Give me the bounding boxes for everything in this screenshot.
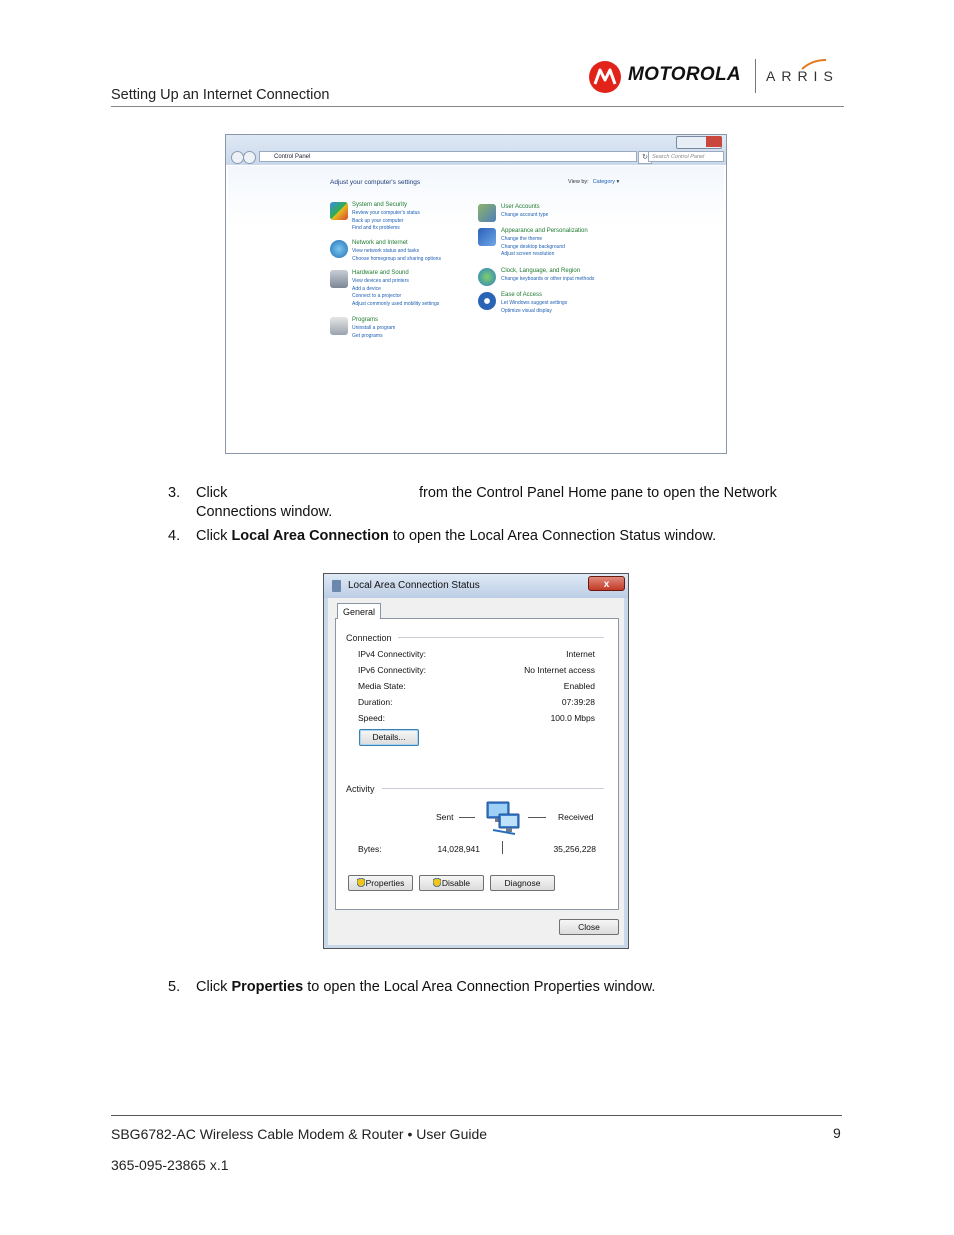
duration-value: 07:39:28 [561, 697, 595, 707]
category-link[interactable]: Change desktop background [501, 243, 565, 250]
control-panel-content [228, 166, 724, 452]
details-button[interactable]: Details... [359, 729, 419, 746]
step-5-lead: Click [196, 979, 232, 995]
bytes-sent-value: 14,028,941 [437, 844, 480, 854]
header-rule [111, 106, 844, 107]
control-panel-heading: Adjust your computer's settings [330, 179, 421, 186]
step-3-text-cont: Connections window. [196, 504, 333, 520]
bytes-separator [502, 841, 503, 854]
diagnose-button[interactable]: Diagnose [490, 875, 555, 891]
view-by-label: View by: [568, 179, 589, 185]
category-link[interactable]: Add a device [352, 285, 381, 292]
network-globe-icon [330, 240, 348, 258]
uac-shield-icon [433, 878, 441, 887]
window-close-icon[interactable] [706, 136, 722, 147]
refresh-icon[interactable]: ↻ [638, 151, 652, 164]
category-link[interactable]: Change account type [501, 212, 549, 218]
category-link[interactable]: View network status and tasks [352, 248, 420, 254]
close-button[interactable]: Close [559, 919, 619, 935]
ipv6-value: No Internet access [524, 665, 595, 675]
category-link[interactable]: Optimize visual display [501, 307, 552, 314]
category-link[interactable]: Adjust screen resolution [501, 251, 555, 257]
motorola-logo-icon [589, 61, 621, 93]
programs-box-icon [330, 317, 348, 335]
disable-label: Disable [441, 878, 471, 888]
category-title[interactable]: Appearance and Personalization [501, 228, 588, 234]
dialog-titlebar[interactable] [324, 574, 628, 598]
step-4-bold: Local Area Connection [231, 528, 389, 544]
ipv4-value: Internet [566, 649, 595, 659]
forward-icon[interactable] [243, 151, 256, 164]
connection-label: Connection [346, 633, 396, 643]
sent-label: Sent [436, 812, 454, 822]
motorola-wordmark: MOTOROLA [628, 64, 741, 85]
category-link[interactable]: Change the theme [501, 236, 543, 242]
step-5-number: 5. [168, 979, 181, 995]
category-link[interactable]: Review your computer's status [352, 210, 420, 216]
step-4-text [196, 527, 716, 546]
category-link[interactable]: Find and fix problems [352, 225, 400, 231]
step-5-bold: Properties [231, 979, 304, 995]
dialog-title: Local Area Connection Status [348, 580, 480, 591]
category-link[interactable]: Change keyboards or other input methods [501, 276, 595, 282]
category-title[interactable]: User Accounts [501, 204, 540, 210]
ipv4-label: IPv4 Connectivity: [358, 649, 427, 659]
category-link[interactable]: Get programs [352, 332, 383, 339]
bytes-received-value: 35,256,228 [553, 844, 596, 854]
category-title[interactable]: System and Security [352, 202, 408, 208]
activity-label: Activity [346, 784, 379, 794]
clock-globe-icon [478, 268, 496, 286]
step-4-number: 4. [168, 528, 181, 544]
monitor-brush-icon [478, 228, 496, 246]
view-by[interactable]: View by: Category ▾ [568, 179, 620, 185]
tab-general[interactable]: General [337, 603, 381, 619]
connection-divider [398, 637, 604, 638]
media-state-value: Enabled [563, 681, 595, 691]
network-computers-icon [485, 800, 527, 836]
section-title: Setting Up an Internet Connection [111, 87, 330, 103]
speed-label: Speed: [358, 713, 385, 723]
step-3-text: from the Control Panel Home pane to open the Network [419, 485, 777, 501]
ipv6-label: IPv6 Connectivity: [358, 665, 427, 675]
uac-shield-icon [357, 878, 365, 887]
view-by-value[interactable]: Category [592, 179, 616, 185]
category-title[interactable]: Network and Internet [352, 240, 408, 246]
control-panel-toolbar [226, 135, 726, 165]
received-line [528, 817, 546, 818]
bytes-label: Bytes: [358, 844, 382, 854]
close-icon[interactable]: x [588, 576, 625, 591]
local-area-connection-status-dialog [323, 573, 629, 949]
page-number: 9 [833, 1125, 841, 1141]
step-3-click: Click [196, 485, 228, 501]
received-label: Received [558, 812, 594, 822]
step-3-number: 3. [168, 485, 181, 501]
step-5-tail: to open the Local Area Connection Properties window. [303, 979, 656, 995]
printer-speaker-icon [330, 270, 348, 288]
logo-divider [755, 59, 756, 93]
document-number: 365-095-23865 x.1 [111, 1157, 229, 1173]
category-title[interactable]: Programs [352, 317, 379, 323]
speed-value: 100.0 Mbps [550, 713, 595, 723]
properties-label: Properties [365, 878, 405, 888]
network-adapter-icon [332, 580, 341, 592]
category-link[interactable]: Back up your computer [352, 217, 404, 224]
category-link[interactable]: Adjust commonly used mobility settings [352, 300, 440, 307]
category-title[interactable]: Clock, Language, and Region [501, 268, 581, 274]
footer-guide-title: SBG6782-AC Wireless Cable Modem & Router • User Guide [111, 1126, 488, 1142]
step-4-lead: Click [196, 528, 232, 544]
shield-flag-icon [330, 202, 348, 220]
address-bar[interactable] [259, 151, 637, 162]
category-link[interactable]: View devices and printers [352, 278, 409, 284]
activity-divider [382, 788, 604, 789]
category-link[interactable]: Uninstall a program [352, 325, 396, 331]
duration-label: Duration: [358, 697, 393, 707]
ease-of-access-icon [478, 292, 496, 310]
general-tab-panel [335, 618, 619, 910]
arris-swoosh-icon [800, 58, 828, 70]
category-link[interactable]: Choose homegroup and sharing options [352, 255, 441, 262]
users-icon [478, 204, 496, 222]
properties-button[interactable] [348, 875, 413, 891]
search-input[interactable]: Search Control Panel [648, 151, 724, 162]
step-5-text [196, 978, 655, 997]
footer-rule [111, 1115, 842, 1116]
category-title[interactable]: Hardware and Sound [352, 270, 409, 276]
arris-wordmark: ARRIS [766, 68, 839, 84]
category-link[interactable]: Connect to a projector [352, 293, 402, 299]
step-4-tail: to open the Local Area Connection Status window. [388, 528, 717, 544]
control-panel-window [225, 134, 727, 454]
dialog-body [328, 598, 624, 945]
category-link[interactable]: Let Windows suggest settings [501, 300, 568, 306]
category-title[interactable]: Ease of Access [501, 292, 543, 298]
disable-button[interactable] [419, 875, 484, 891]
sent-line [459, 817, 475, 818]
media-state-label: Media State: [358, 681, 406, 691]
address-text: Control Panel [274, 154, 311, 160]
